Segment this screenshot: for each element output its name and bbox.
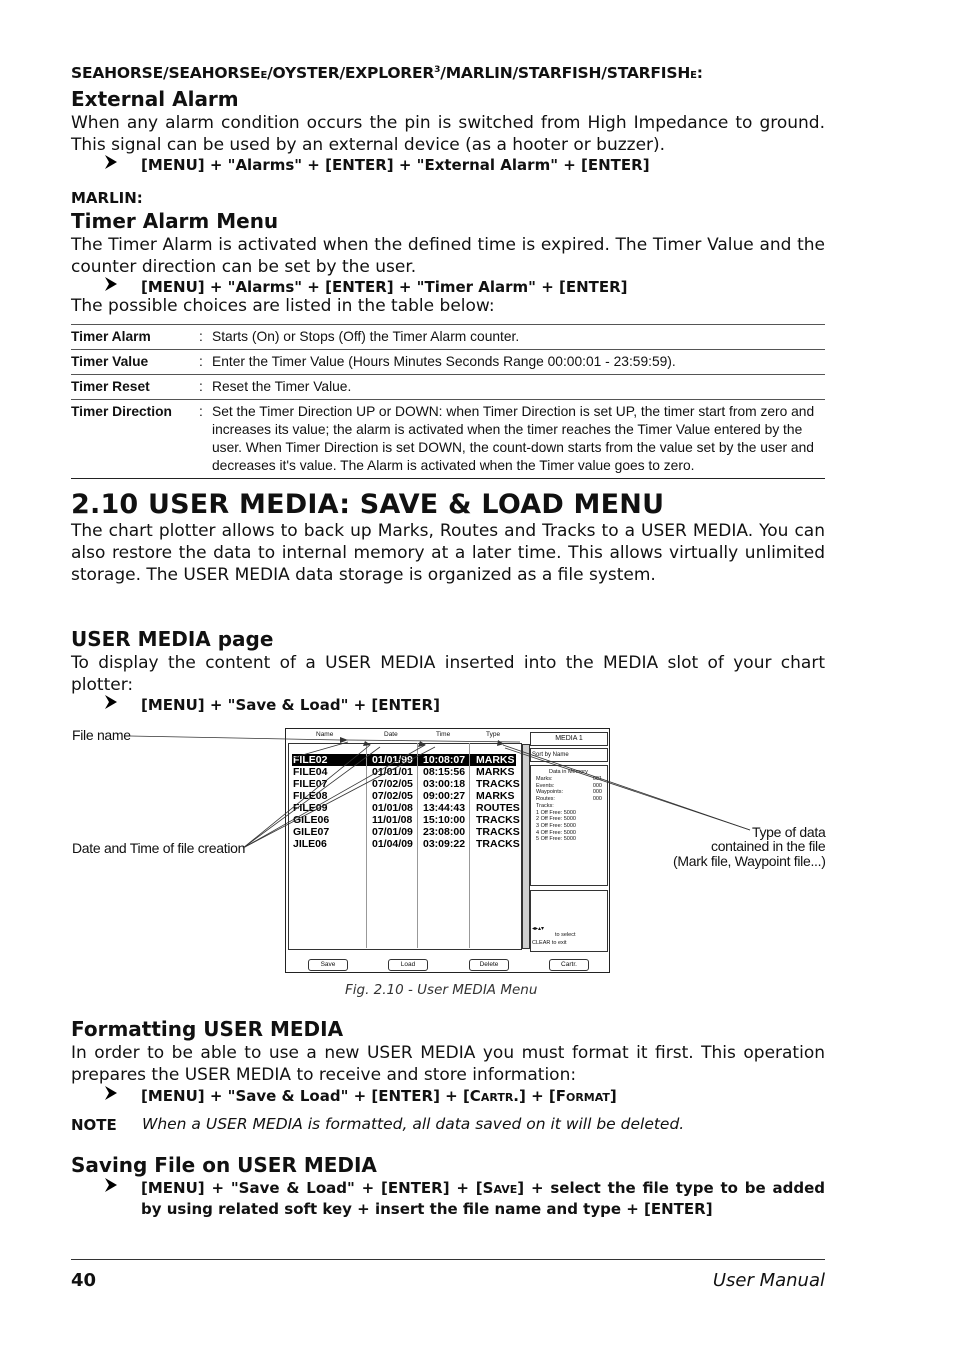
list-item[interactable]: FILE02 01/01/99 10:08:07 MARKS (293, 754, 515, 766)
figure-caption: Fig. 2.10 - User MEDIA Menu (345, 982, 538, 998)
memory-line: 5 Off Free: 5000 (536, 836, 576, 843)
table-key: Timer Direction (71, 404, 172, 419)
cartridge-button[interactable]: Cartr. (549, 959, 589, 971)
table-sep: : (199, 329, 203, 344)
table-desc: Reset the Timer Value. (212, 379, 352, 394)
timer-alarm-title: Timer Alarm Menu (71, 209, 279, 233)
column-divider (366, 743, 367, 948)
timer-alarm-text: The Timer Alarm is activated when the defined time is expired. The Timer Value and the counter direction can be set by the user. (71, 235, 825, 277)
timer-alarm-command: [MENU] + "Alarms" + [ENTER] + "Timer Alarm" + [ENTER] (141, 278, 628, 296)
user-media-page-title: USER MEDIA page (71, 627, 274, 651)
page-number: 40 (71, 1270, 97, 1291)
label-file-name: File name (72, 727, 131, 743)
arrow-bullet-icon (103, 276, 119, 292)
memory-line: Routes: 000 (536, 796, 602, 803)
table-key: Timer Alarm (71, 329, 151, 344)
list-item[interactable]: JILE06 01/04/09 03:09:22 TRACKS (293, 838, 520, 850)
section-title: 2.10 USER MEDIA: SAVE & LOAD MENU (71, 489, 665, 520)
memory-line: 3 Off Free: 5000 (536, 822, 576, 829)
table-row (71, 400, 825, 479)
formatting-text: In order to be able to use a new USER MEDIA you must format it first. This operation prepares the USER MEDIA to receive and store information: (71, 1043, 825, 1085)
sort-box[interactable] (530, 748, 608, 762)
label-type-3: (Mark file, Waypoint file...) (673, 853, 826, 869)
label-type-2: contained in the file (711, 838, 826, 854)
note-label: NOTE (71, 1116, 117, 1134)
table-desc: Set the Timer Direction UP or DOWN: when Timer Direction is set UP, the timer start from zero and increases its value; the alarm is activated when the timer reaches the Timer Value entered by the user. When Timer Direction is set DOWN, the count-down starts from the value set by the user and decreases it's value. The Alarm is activated when the Timer value goes to zero. (212, 404, 815, 473)
label-type-1: Type of data (752, 824, 826, 840)
media-title: MEDIA 1 (555, 735, 583, 742)
saving-title: Saving File on USER MEDIA (71, 1153, 377, 1177)
user-media-page-text: To display the content of a USER MEDIA inserted into the MEDIA slot of your chart plotter: (71, 653, 825, 695)
memory-list (536, 776, 602, 843)
list-item[interactable]: FILE07 07/02/05 03:00:18 TRACKS (293, 778, 520, 790)
file-list[interactable] (288, 743, 522, 950)
note-text: When a USER MEDIA is formatted, all data saved on it will be deleted. (142, 1115, 685, 1133)
timer-choices-table (71, 324, 825, 479)
header-type: Type (486, 731, 501, 738)
section-text: The chart plotter allows to back up Marks, Routes and Tracks to a USER MEDIA. You can also restore the data to internal memory at a later time. This allows virtually unlimited storage. The USER MEDIA data storage is organized as a file system. (71, 521, 825, 585)
table-key: Timer Reset (71, 379, 150, 394)
user-media-page-command: [MENU] + "Save & Load" + [ENTER] (141, 696, 440, 714)
memory-line: 1 Off Free: 5000 (536, 809, 576, 816)
column-divider (469, 743, 470, 948)
table-sep: : (199, 354, 203, 369)
table-row (71, 350, 825, 375)
memory-line: 2 Off Free: 5000 (536, 816, 576, 823)
external-alarm-title: External Alarm (71, 87, 239, 111)
sort-label: Sort by Name (532, 752, 569, 758)
list-item[interactable]: FILE04 01/01/01 08:15:56 MARKS (293, 766, 515, 778)
arrow-bullet-icon (103, 154, 119, 170)
timer-alarm-intro: The possible choices are listed in the table below: (71, 296, 495, 316)
memory-line: Waypoints: 000 (536, 789, 602, 796)
arrow-bullet-icon (103, 1177, 119, 1193)
delete-button[interactable]: Delete (469, 959, 509, 971)
list-item[interactable]: FILE08 07/02/05 09:00:27 MARKS (293, 790, 515, 802)
list-item[interactable]: FILE09 01/01/08 13:44:43 ROUTES (293, 802, 520, 814)
memory-line: 4 Off Free: 5000 (536, 829, 576, 836)
header-time: Time (436, 731, 451, 738)
label-date-time: Date and Time of file creation (72, 840, 246, 856)
manual-label: User Manual (712, 1270, 825, 1291)
table-sep: : (199, 379, 203, 394)
save-button[interactable]: Save (308, 959, 348, 971)
memory-title: Data in Memory (549, 769, 588, 775)
help-box (530, 890, 608, 952)
column-divider (417, 743, 418, 948)
table-row (71, 375, 825, 400)
header-name: Name (316, 731, 334, 738)
formatting-title: Formatting USER MEDIA (71, 1017, 344, 1041)
arrow-bullet-icon (103, 694, 119, 710)
table-key: Timer Value (71, 354, 149, 369)
list-item[interactable]: GILE07 07/01/09 23:08:00 TRACKS (293, 826, 520, 838)
external-alarm-command: [MENU] + "Alarms" + [ENTER] + "External Alarm" + [ENTER] (141, 156, 650, 174)
models-heading: SEAHORSE/SEAHORSEE/OYSTER/EXPLORER$^3$/MARLIN/STARFISH/STARFISHE: (71, 64, 703, 82)
help-line-1: to select (555, 932, 576, 938)
table-desc: Enter the Timer Value (Hours Minutes Seconds Range 00:00:01 - 23:59:59). (212, 354, 676, 369)
marlin-label: MARLIN: (71, 189, 143, 207)
table-sep: : (199, 404, 203, 419)
saving-command: [MENU] + "Save & Load" + [ENTER] + [SAVE] + select the file type to be added by using related soft key + insert the file name and type + [ENTER] (141, 1179, 826, 1218)
memory-line: Tracks: (536, 802, 554, 809)
table-desc: Starts (On) or Stops (Off) the Timer Alarm counter. (212, 329, 520, 344)
formatting-command: [MENU] + "Save & Load" + [ENTER] + [CARTR.] + [FORMAT] (141, 1087, 617, 1105)
header-date: Date (384, 731, 398, 738)
user-media-screen (285, 728, 610, 973)
list-item[interactable]: GILE06 11/01/08 15:10:00 TRACKS (293, 814, 520, 826)
load-button[interactable]: Load (388, 959, 428, 971)
memory-line: Marks: 001 (536, 776, 602, 782)
list-scrollbar[interactable] (522, 744, 530, 949)
arrow-bullet-icon (103, 1085, 119, 1101)
help-line-2: CLEAR to exit (532, 940, 567, 946)
memory-box (530, 765, 608, 886)
arrows-icon: ◂▸▴▾ (532, 926, 545, 932)
memory-line: Events: 000 (536, 782, 602, 789)
table-row (71, 325, 825, 350)
footer-divider (71, 1259, 825, 1260)
external-alarm-text: When any alarm condition occurs the pin is switched from High Impedance to ground. This signal can be used by an external device (as a hooter or buzzer). (71, 113, 825, 155)
media-title-box (530, 732, 608, 746)
